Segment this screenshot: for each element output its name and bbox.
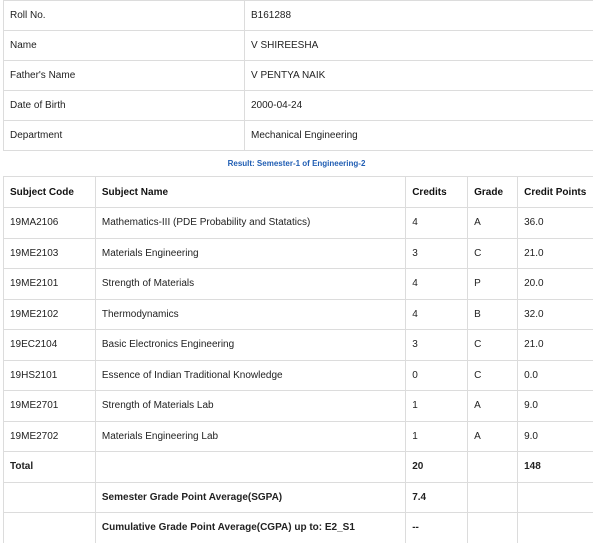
result-title: Result: Semester-1 of Engineering-2 <box>227 159 366 168</box>
roll-value: B161288 <box>245 1 593 31</box>
father-row <box>4 61 593 91</box>
dob-value: 2000-04-24 <box>245 91 593 121</box>
father-name-value: V PENTYA NAIK <box>245 61 593 91</box>
cgpa-empty-cell <box>4 513 96 543</box>
cgpa-value: -- <box>406 513 468 543</box>
subject-code: 19ME2101 <box>4 269 96 300</box>
grade: C <box>468 360 518 391</box>
credit-points: 32.0 <box>518 299 593 330</box>
roll-label: Roll No. <box>4 1 245 31</box>
credits: 4 <box>406 269 468 300</box>
header-credits: Credits <box>406 177 468 208</box>
table-row <box>4 269 593 300</box>
roll-row <box>4 1 593 31</box>
subject-code: 19ME2702 <box>4 421 96 452</box>
credit-points: 36.0 <box>518 208 593 239</box>
department-label: Department <box>4 121 245 151</box>
credits: 0 <box>406 360 468 391</box>
department-row <box>4 121 593 151</box>
name-value: V SHIREESHA <box>245 31 593 61</box>
header-grade: Grade <box>468 177 518 208</box>
credits: 1 <box>406 421 468 452</box>
dob-row <box>4 91 593 121</box>
credit-points: 21.0 <box>518 330 593 361</box>
table-row <box>4 208 593 239</box>
total-grade-empty <box>468 452 518 483</box>
total-row <box>4 452 593 483</box>
grade: A <box>468 391 518 422</box>
credit-points: 9.0 <box>518 421 593 452</box>
name-label: Name <box>4 31 245 61</box>
subject-code: 19ME2103 <box>4 238 96 269</box>
subject-code: 19EC2104 <box>4 330 96 361</box>
credits: 4 <box>406 208 468 239</box>
credit-points: 9.0 <box>518 391 593 422</box>
cgpa-row <box>4 513 593 543</box>
father-name-label: Father's Name <box>4 61 245 91</box>
credit-points: 20.0 <box>518 269 593 300</box>
header-credit-points: Credit Points <box>518 177 593 208</box>
subject-name: Materials Engineering <box>95 238 405 269</box>
subject-name: Thermodynamics <box>95 299 405 330</box>
credit-points: 21.0 <box>518 238 593 269</box>
credits: 4 <box>406 299 468 330</box>
marks-header-row <box>4 177 593 208</box>
sgpa-row <box>4 482 593 513</box>
marks-table <box>3 176 593 543</box>
cgpa-points-empty <box>518 513 593 543</box>
subject-name: Mathematics-III (PDE Probability and Statatics) <box>95 208 405 239</box>
subject-name: Essence of Indian Traditional Knowledge <box>95 360 405 391</box>
credit-points: 0.0 <box>518 360 593 391</box>
total-credit-points: 148 <box>518 452 593 483</box>
table-row <box>4 391 593 422</box>
student-info-table <box>3 0 593 151</box>
grade: A <box>468 208 518 239</box>
grade: P <box>468 269 518 300</box>
table-row <box>4 330 593 361</box>
subject-code: 19HS2101 <box>4 360 96 391</box>
sgpa-points-empty <box>518 482 593 513</box>
subject-name: Strength of Materials <box>95 269 405 300</box>
header-subject-name: Subject Name <box>95 177 405 208</box>
subject-code: 19ME2701 <box>4 391 96 422</box>
header-subject-code: Subject Code <box>4 177 96 208</box>
grade: B <box>468 299 518 330</box>
department-value: Mechanical Engineering <box>245 121 593 151</box>
credits: 3 <box>406 238 468 269</box>
grade: C <box>468 238 518 269</box>
subject-name: Strength of Materials Lab <box>95 391 405 422</box>
cgpa-grade-empty <box>468 513 518 543</box>
total-credits: 20 <box>406 452 468 483</box>
table-row <box>4 238 593 269</box>
dob-label: Date of Birth <box>4 91 245 121</box>
sgpa-empty-cell <box>4 482 96 513</box>
sgpa-value: 7.4 <box>406 482 468 513</box>
subject-name: Materials Engineering Lab <box>95 421 405 452</box>
name-row <box>4 31 593 61</box>
sgpa-grade-empty <box>468 482 518 513</box>
table-row <box>4 299 593 330</box>
total-empty-cell <box>95 452 405 483</box>
table-row <box>4 421 593 452</box>
credits: 3 <box>406 330 468 361</box>
grade: A <box>468 421 518 452</box>
subject-code: 19MA2106 <box>4 208 96 239</box>
table-row <box>4 360 593 391</box>
subject-name: Basic Electronics Engineering <box>95 330 405 361</box>
credits: 1 <box>406 391 468 422</box>
grade: C <box>468 330 518 361</box>
total-label: Total <box>4 452 96 483</box>
cgpa-label: Cumulative Grade Point Average(CGPA) up to: E2_S1 <box>95 513 405 543</box>
subject-code: 19ME2102 <box>4 299 96 330</box>
sgpa-label: Semester Grade Point Average(SGPA) <box>95 482 405 513</box>
